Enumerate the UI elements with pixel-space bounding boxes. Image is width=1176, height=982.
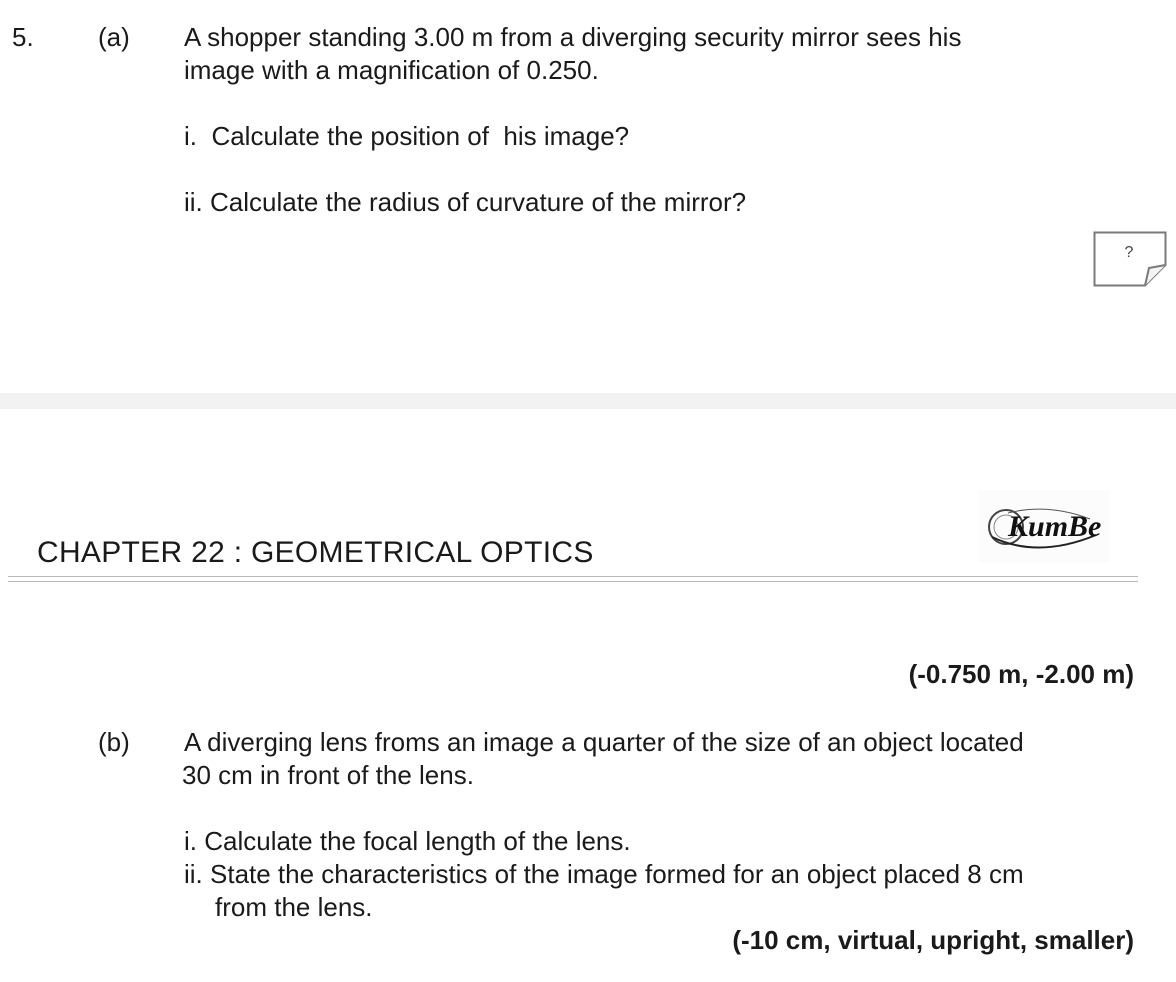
- part-b-text-line2: 30 cm in front of the lens.: [182, 760, 474, 790]
- part-b-sub-ii-line2: from the lens.: [215, 892, 373, 922]
- svg-text:KumBe: KumBe: [1008, 510, 1102, 543]
- answer-b: (-10 cm, virtual, upright, smaller): [732, 925, 1134, 955]
- question-number: 5.: [12, 22, 34, 52]
- answer-a: (-0.750 m, -2.00 m): [908, 659, 1134, 689]
- part-a-text-line1: A shopper standing 3.00 m from a diverging security mirror sees his: [184, 22, 962, 52]
- header-rule-top: [8, 576, 1138, 577]
- part-b-label: (b): [98, 727, 130, 757]
- comment-note-glyph: ?: [1124, 244, 1134, 261]
- comment-note-icon[interactable]: [1093, 231, 1167, 287]
- page-break-band: [0, 393, 1176, 409]
- part-a-sub-ii: ii. Calculate the radius of curvature of the mirror?: [184, 187, 747, 217]
- part-b-sub-i: i. Calculate the focal length of the lens.: [184, 826, 631, 856]
- part-a-label: (a): [98, 22, 130, 52]
- kumbe-logo: [978, 491, 1110, 563]
- chapter-title: CHAPTER 22 : GEOMETRICAL OPTICS: [37, 536, 594, 569]
- header-rule-bottom: [8, 581, 1138, 582]
- part-b-sub-ii-line1: ii. State the characteristics of the image formed for an object placed 8 cm: [184, 859, 1024, 889]
- part-a-text-line2: image with a magnification of 0.250.: [184, 55, 599, 85]
- part-b-text-line1: A diverging lens froms an image a quarter of the size of an object located: [184, 727, 1024, 757]
- part-a-sub-i: i. Calculate the position of his image?: [184, 121, 630, 151]
